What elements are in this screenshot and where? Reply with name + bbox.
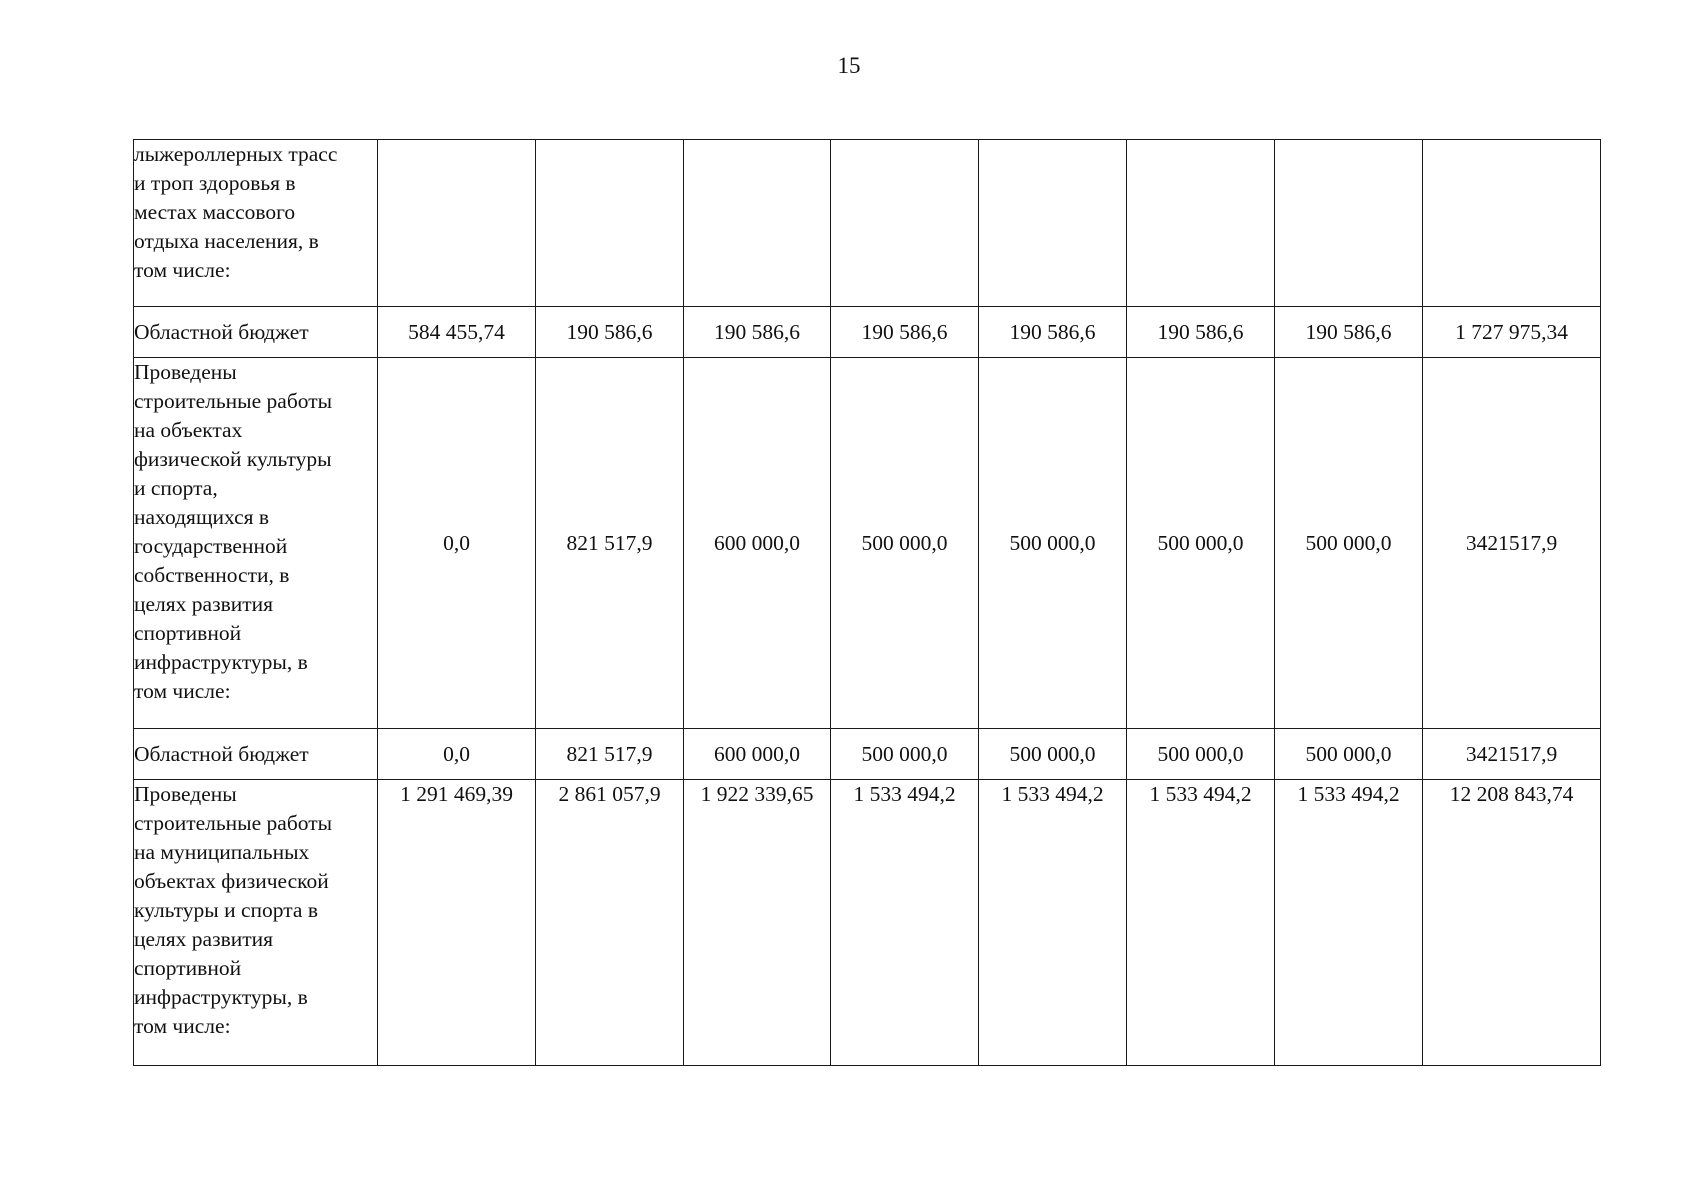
description-line: физической культуры	[134, 447, 332, 471]
row-description	[134, 729, 378, 780]
description-line: Областной бюджет	[134, 319, 309, 344]
value-cell: 600 000,0	[684, 358, 831, 729]
description-line: Проведены	[134, 782, 237, 806]
table-row	[134, 307, 1601, 358]
value-cell: 584 455,74	[378, 307, 536, 358]
table-row	[134, 780, 1601, 1066]
page-number: 15	[837, 53, 861, 78]
value-cell	[378, 140, 536, 307]
budget-table	[133, 139, 1601, 1066]
description-line: строительные работы	[134, 389, 333, 413]
value-cell	[684, 140, 831, 307]
row-description	[134, 140, 378, 307]
value-cell: 500 000,0	[1127, 729, 1275, 780]
description-line: том числе:	[134, 679, 231, 703]
value-cell	[536, 140, 684, 307]
total-cell: 1 727 975,34	[1423, 307, 1601, 358]
description-line: целях развития	[134, 592, 274, 616]
value-cell: 190 586,6	[1127, 307, 1275, 358]
description-line: объектах физической	[134, 869, 329, 893]
value-cell: 500 000,0	[831, 729, 979, 780]
value-cell: 600 000,0	[684, 729, 831, 780]
value-cell	[831, 140, 979, 307]
description-line: собственности, в	[134, 563, 290, 587]
value-cell: 500 000,0	[1127, 358, 1275, 729]
row-description	[134, 358, 378, 729]
value-cell: 1 291 469,39	[378, 780, 536, 1066]
description-line: том числе:	[134, 258, 231, 282]
value-cell: 190 586,6	[1275, 307, 1423, 358]
value-cell: 1 533 494,2	[831, 780, 979, 1066]
value-cell: 500 000,0	[831, 358, 979, 729]
value-cell: 500 000,0	[1275, 729, 1423, 780]
description-line: целях развития	[134, 927, 274, 951]
value-cell: 190 586,6	[831, 307, 979, 358]
value-cell: 0,0	[378, 729, 536, 780]
value-cell: 190 586,6	[684, 307, 831, 358]
description-line: том числе:	[134, 1014, 231, 1038]
description-line: местах массового	[134, 200, 296, 224]
total-cell	[1423, 140, 1601, 307]
description-line: и троп здоровья в	[134, 171, 296, 195]
description-line: на объектах	[134, 418, 243, 442]
value-cell	[1275, 140, 1423, 307]
total-cell: 12 208 843,74	[1423, 780, 1601, 1066]
description-line: культуры и спорта в	[134, 898, 318, 922]
description-line: отдыха населения, в	[134, 229, 319, 253]
value-cell: 190 586,6	[979, 307, 1127, 358]
description-line: лыжероллерных трасс	[134, 142, 338, 166]
description-line: инфраструктуры, в	[134, 985, 308, 1009]
value-cell	[1127, 140, 1275, 307]
description-line: Областной бюджет	[134, 741, 309, 766]
description-line: и спорта,	[134, 476, 218, 500]
description-line: строительные работы	[134, 811, 333, 835]
description-line: находящихся в	[134, 505, 270, 529]
value-cell: 1 533 494,2	[1127, 780, 1275, 1066]
value-cell: 2 861 057,9	[536, 780, 684, 1066]
value-cell: 1 922 339,65	[684, 780, 831, 1066]
value-cell: 1 533 494,2	[1275, 780, 1423, 1066]
description-line: спортивной	[134, 956, 242, 980]
row-description	[134, 307, 378, 358]
value-cell: 500 000,0	[1275, 358, 1423, 729]
value-cell: 0,0	[378, 358, 536, 729]
description-line: Проведены	[134, 360, 237, 384]
value-cell: 190 586,6	[536, 307, 684, 358]
value-cell	[979, 140, 1127, 307]
value-cell: 821 517,9	[536, 729, 684, 780]
value-cell: 500 000,0	[979, 358, 1127, 729]
total-cell: 3421517,9	[1423, 729, 1601, 780]
description-line: государственной	[134, 534, 288, 558]
value-cell: 821 517,9	[536, 358, 684, 729]
description-line: спортивной	[134, 621, 242, 645]
value-cell: 500 000,0	[979, 729, 1127, 780]
row-description	[134, 780, 378, 1066]
value-cell: 1 533 494,2	[979, 780, 1127, 1066]
table-row	[134, 729, 1601, 780]
table-row	[134, 140, 1601, 307]
description-line: инфраструктуры, в	[134, 650, 308, 674]
total-cell: 3421517,9	[1423, 358, 1601, 729]
table-row	[134, 358, 1601, 729]
description-line: на муниципальных	[134, 840, 310, 864]
